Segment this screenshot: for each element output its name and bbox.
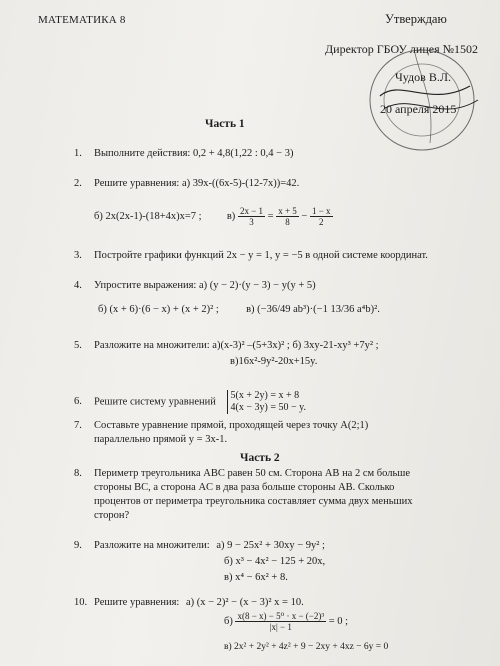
task-1: 1. Выполните действия: 0,2 + 4,8(1,22 : 0,4 − 3) bbox=[74, 148, 294, 159]
task-3: 3. Постройте графики функций 2x − y = 1, y = −5 в одной системе координат. bbox=[74, 250, 428, 261]
task-10: 10. Решите уравнения: а) (x − 2)² − (x − 3)² x = 10. bbox=[74, 597, 304, 608]
approval-date: 20 апреля 2015 bbox=[380, 102, 457, 116]
part1-title: Часть 1 bbox=[205, 118, 245, 130]
task-4-bv: б) (x + 6)·(6 − x) + (x + 2)² ; в) (−36/49 ab³)·(−1 13/36 a⁴b)². bbox=[98, 304, 380, 315]
subject-title: МАТЕМАТИКА 8 bbox=[38, 14, 126, 26]
task-9-v: в) x⁴ − 6x² + 8. bbox=[224, 572, 288, 583]
task-10-b: б) $\frac{\text{x(8 − x) − 5⁰ · x − (−2)³}}{|x| - 1}$ = 0 ; bbox=[224, 611, 349, 632]
task-7-cont: параллельно прямой y = 3x-1. bbox=[94, 434, 228, 445]
stamp-seal-icon bbox=[360, 38, 490, 158]
task-2: 2. Решите уравнения: а) 39x-((6x-5)-(12-7x))=42. bbox=[74, 178, 300, 189]
task-8: 8. Периметр треугольника ABC равен 50 см. Сторона AB на 2 см больше стороны BC, а сторона AC в два раза больше стороны AB. Сколько процентов от периметра треугольника составляет сумма двух меньших сторон? bbox=[74, 468, 413, 521]
task-2-bv: б) 2x(2x-1)-(18+4x)x=7 ; в) $\frac{2x - 1}{3}$ = $\frac{x + 5}{8}$ − $\frac{1 - x}{2}$ bbox=[94, 206, 331, 227]
fraction-1: $\frac{2x - 1}{3}$ bbox=[239, 206, 264, 227]
part2-title: Часть 2 bbox=[240, 452, 280, 464]
task-4: 4. Упростите выражения: а) (y − 2)·(y − 3) − y(y + 5) bbox=[74, 280, 316, 291]
fraction-3: $\frac{1 - x}{2}$ bbox=[311, 206, 331, 227]
task-9: 9. Разложите на множители: а) 9 − 25x² + 30xy − 9y² ; bbox=[74, 540, 325, 551]
fraction-10b: $\frac{\text{x(8 − x) − 5⁰ · x − (−2)³}}{|x| - 1}$ bbox=[237, 611, 325, 632]
task-10-v: в) 2x² + 2y² + 4z² + 9 − 2xy + 4xz − 6y = 0 bbox=[224, 642, 389, 652]
task-5-v: в)16x²-9y²-20x+15y. bbox=[230, 356, 318, 367]
director-title: Директор ГБОУ лицея №1502 bbox=[325, 42, 479, 56]
fraction-2: $\frac{x + 5}{8}$ bbox=[278, 206, 297, 227]
approve-label: Утверждаю bbox=[385, 12, 447, 26]
task-7: 7. Составьте уравнение прямой, проходящей через точку A(2;1) bbox=[74, 420, 369, 431]
director-surname: Чудов В.Л. bbox=[395, 70, 451, 84]
task-5: 5. Разложите на множители: а)(x-3)² –(5+3x)² ; б) 3xy-21-xy³ +7y² ; bbox=[74, 340, 379, 351]
task-6: 6. Решите систему уравнений 5(x + 2y) = x + 8 4(x − 3y) = 50 − y. bbox=[74, 390, 306, 413]
task-9-b: б) x³ − 4x² − 125 + 20x, bbox=[224, 556, 326, 567]
equation-system: 5(x + 2y) = x + 8 4(x − 3y) = 50 − y. bbox=[227, 390, 306, 414]
